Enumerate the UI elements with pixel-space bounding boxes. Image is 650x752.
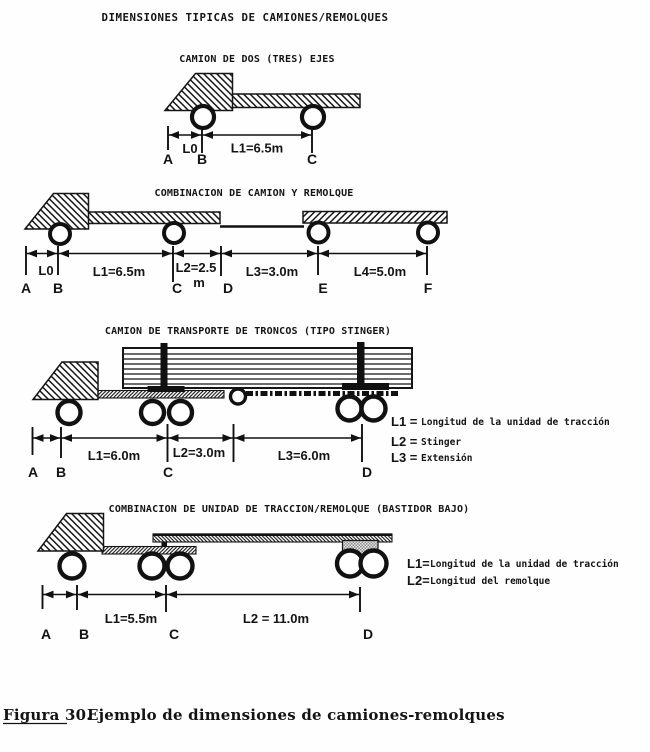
- diagram-title: COMBINACION DE UNIDAD DE TRACCION/REMOLQUE (BASTIDOR BAJO): [108, 504, 470, 515]
- legend-key-l2: L2=: [407, 573, 430, 588]
- rear-bunk: [342, 383, 389, 390]
- point-f: F: [423, 280, 433, 296]
- point-d: D: [362, 626, 374, 642]
- middle-wheel-2: [169, 401, 192, 424]
- point-b: B: [78, 626, 90, 642]
- caption-figure-number: Figura 30.: [3, 706, 92, 724]
- legend: [391, 414, 610, 465]
- dimension-lines: [163, 126, 317, 167]
- legend-value-l2: Longitud del remolque: [430, 576, 551, 587]
- dim-label-l2: L2 = 11.0m: [242, 611, 310, 626]
- point-a: A: [162, 151, 174, 167]
- flatbed: [80, 212, 220, 224]
- cab: [33, 362, 98, 400]
- point-c: C: [171, 280, 183, 296]
- trailer-front-wheel: [309, 223, 329, 243]
- rear-stake: [357, 342, 365, 390]
- rear-wheel-2: [362, 397, 386, 421]
- dim-label-l2: L2=3.0m: [172, 445, 226, 460]
- legend-value-l1: Longitud de la unidad de tracción: [430, 559, 619, 570]
- front-wheel: [58, 401, 81, 424]
- point-b: B: [55, 464, 67, 480]
- dimension-lines: [28, 424, 372, 480]
- point-b: B: [52, 280, 64, 296]
- front-stake: [161, 343, 168, 391]
- point-c: C: [162, 464, 174, 480]
- point-c: C: [306, 151, 318, 167]
- dim-label-l0: L0: [182, 141, 198, 156]
- dim-label-l0: L0: [38, 263, 54, 278]
- cab: [38, 514, 104, 552]
- truck-drawing: [165, 74, 360, 129]
- dim-label-l2: L2=2.5: [175, 260, 217, 275]
- truck-drawing: [33, 342, 412, 424]
- middle-wheel-2: [168, 554, 193, 579]
- legend-key-l1: L1 =: [391, 414, 418, 429]
- front-wheel: [60, 554, 85, 579]
- rear-wheel: [302, 106, 324, 128]
- middle-wheel: [164, 223, 184, 243]
- legend: [407, 556, 619, 588]
- pivot-wheel: [231, 389, 246, 404]
- legend-key-l2: L2 =: [391, 434, 418, 449]
- figure-caption: [3, 706, 505, 724]
- diagram-title: CAMION DE DOS (TRES) EJES: [179, 54, 335, 65]
- legend-key-l1: L1=: [407, 556, 430, 571]
- legend-value-l1: Longitud de la unidad de tracción: [421, 417, 610, 428]
- dim-label-l1: L1=6.5m: [230, 140, 284, 156]
- truck-drawing: [25, 194, 447, 245]
- legend-value-l3: Extensión: [421, 453, 473, 464]
- legend-value-l2: Stinger: [421, 437, 462, 448]
- dim-label-l1: L1=6.5m: [92, 264, 146, 279]
- front-bunk: [148, 386, 185, 392]
- front-wheel: [192, 106, 214, 128]
- point-a: A: [20, 280, 32, 296]
- diagram-lowbed-tractor-trailer: [38, 504, 619, 642]
- point-a: A: [27, 464, 39, 480]
- point-a: A: [40, 626, 52, 642]
- dim-label-l2-unit: m: [193, 275, 205, 290]
- flatbed: [221, 94, 360, 108]
- middle-wheel-1: [141, 401, 164, 424]
- front-wheel: [50, 224, 70, 244]
- diagram-two-axle-truck: [163, 54, 360, 167]
- page-title: DIMENSIONES TIPICAS DE CAMIONES/REMOLQUES: [101, 11, 389, 24]
- dim-label-l1: L1=6.0m: [87, 448, 141, 463]
- middle-wheel-1: [140, 554, 165, 579]
- point-b: B: [196, 151, 208, 167]
- dim-label-l4: L4=5.0m: [353, 264, 407, 279]
- point-e: E: [318, 280, 328, 296]
- point-c: C: [168, 626, 180, 642]
- caption-text: Ejemplo de dimensiones de camiones-remolques: [87, 706, 505, 724]
- dimension-lines: [41, 585, 373, 642]
- rear-wheel-1: [338, 397, 362, 421]
- diagram-truck-trailer-combination: [21, 188, 447, 296]
- dimension-lines: [21, 246, 433, 296]
- dim-label-l3: L3=6.0m: [277, 448, 331, 463]
- diagram-log-truck-stinger: [28, 326, 610, 480]
- trailer-rear-wheel: [418, 223, 438, 243]
- rear-wheel-2: [361, 551, 387, 577]
- diagram-title: COMBINACION DE CAMION Y REMOLQUE: [154, 188, 354, 199]
- truck-drawing: [38, 514, 392, 579]
- legend-key-l3: L3 =: [391, 450, 418, 465]
- point-d: D: [361, 464, 373, 480]
- dim-label-l1: L1=5.5m: [104, 611, 158, 626]
- point-d: D: [222, 280, 234, 296]
- dim-label-l3: L3=3.0m: [245, 264, 299, 279]
- diagram-title: CAMION DE TRANSPORTE DE TRONCOS (TIPO STINGER): [104, 326, 392, 337]
